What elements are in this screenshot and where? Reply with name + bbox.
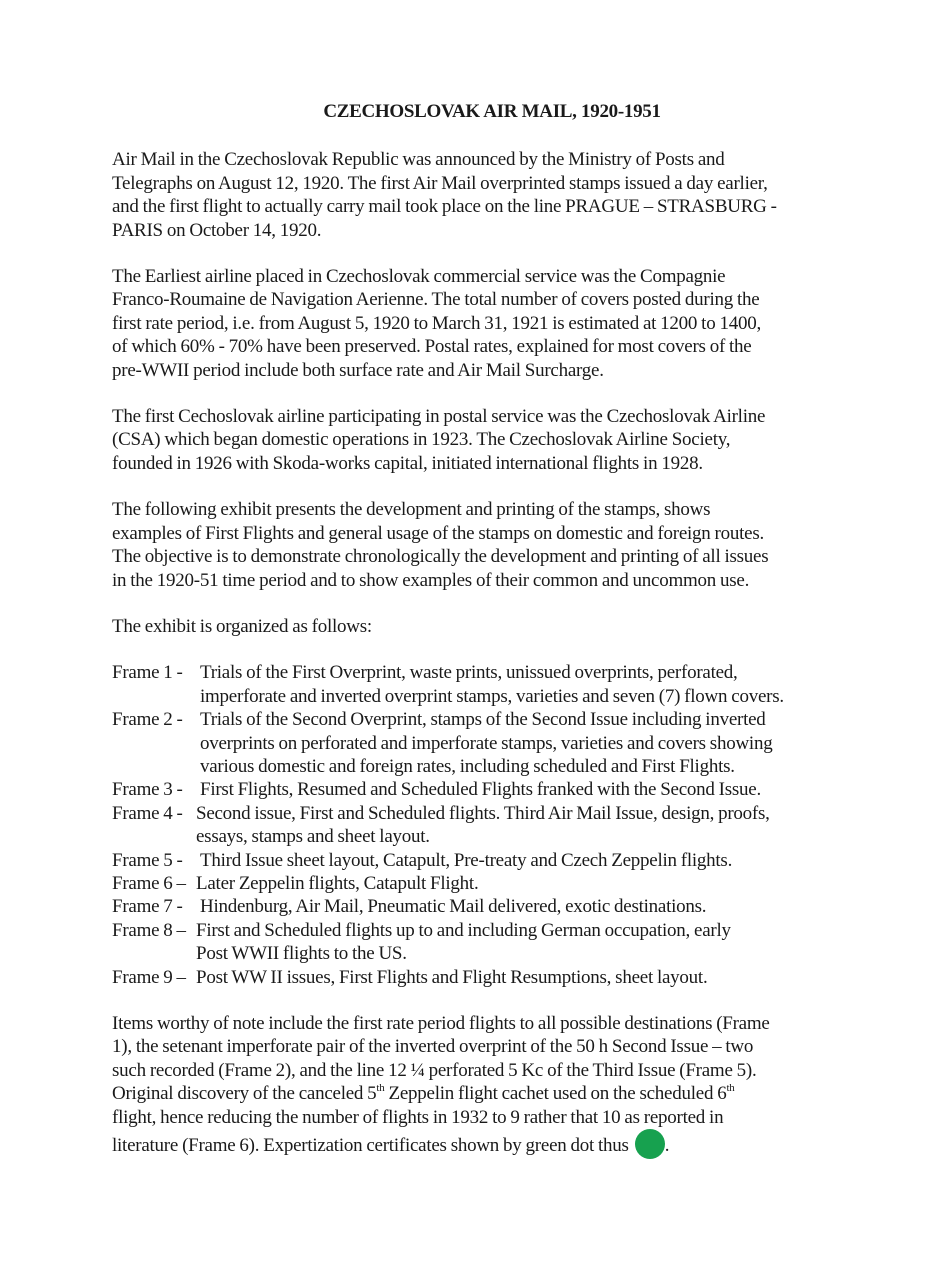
text-line: Third Issue sheet layout, Catapult, Pre-treaty and Czech Zeppelin flights. [200,849,733,871]
text-line: Franco-Roumaine de Navigation Aerienne. The total number of covers posted during the [112,289,760,311]
frame-item-6 [112,872,842,895]
text-line: in the 1920-51 time period and to show examples of their common and uncommon use. [112,569,750,591]
frame-description [196,802,842,849]
text-line: Post WWII flights to the US. [196,943,407,965]
text-line: Trials of the Second Overprint, stamps of the Second Issue including inverted [200,709,766,731]
text-fragment: Zeppelin flight cachet used on the scheduled 6 [384,1083,727,1105]
text-line: PARIS on October 14, 1920. [112,219,322,241]
text-line: such recorded (Frame 2), and the line 12 ¼ perforated 5 Kc of the Third Issue (Frame 5). [112,1059,757,1081]
paragraph-announcement [112,148,842,242]
text-line: The following exhibit presents the development and printing of the stamps, shows [112,499,711,521]
text-line: Hindenburg, Air Mail, Pneumatic Mail delivered, exotic destinations. [200,896,707,918]
frame-label: Frame 6 – [112,872,186,894]
frame-item-2 [112,708,842,778]
paragraph-organization-intro [112,615,842,638]
frame-label: Frame 8 – [112,919,186,941]
text-line: flight, hence reducing the number of flights in 1932 to 9 rather that 10 as reported in [112,1106,724,1128]
paragraph-notable-items [112,1012,842,1159]
frame-item-5 [112,849,842,872]
text-line: pre-WWII period include both surface rate and Air Mail Surcharge. [112,359,604,381]
text-line: Telegraphs on August 12, 1920. The first Air Mail overprinted stamps issued a day earlier, [112,172,768,194]
frame-description [200,895,842,918]
text-line: first rate period, i.e. from August 5, 1920 to March 31, 1921 is estimated at 1200 to 1400, [112,312,761,334]
frame-label: Frame 7 - [112,896,183,918]
text-line: The first Cechoslovak airline participating in postal service was the Czechoslovak Airline [112,406,766,428]
frame-item-3 [112,778,842,801]
text-line: Items worthy of note include the first rate period flights to all possible destinations (Frame [112,1013,770,1034]
frame-item-9 [112,966,842,989]
frame-item-4 [112,802,842,849]
frame-label: Frame 5 - [112,849,183,871]
frame-description [196,872,842,895]
text-line: (CSA) which began domestic operations in 1923. The Czechoslovak Airline Society, [112,429,731,451]
ordinal-suffix: th [726,1082,735,1095]
text-line: various domestic and foreign rates, including scheduled and First Flights. [200,755,735,777]
text-line: and the first flight to actually carry mail took place on the line PRAGUE – STRASBURG - [112,196,777,218]
text-fragment: literature (Frame 6). Expertization certificates shown by green dot thus [112,1135,633,1157]
frame-label: Frame 1 - [112,662,183,684]
text-line [112,1129,842,1159]
text-line: imperforate and inverted overprint stamps, varieties and seven (7) flown covers. [200,685,784,707]
ordinal-suffix: th [376,1082,385,1095]
frame-description [200,778,842,801]
frame-description [196,919,842,966]
text-line: Air Mail in the Czechoslovak Republic was announced by the Ministry of Posts and [112,149,725,171]
text-line: Later Zeppelin flights, Catapult Flight. [196,872,479,894]
text-line: of which 60% - 70% have been preserved. Postal rates, explained for most covers of the [112,336,752,358]
text-line: First Flights, Resumed and Scheduled Flights franked with the Second Issue. [200,779,761,801]
text-line: founded in 1926 with Skoda-works capital, initiated international flights in 1928. [112,452,703,474]
paragraph-exhibit-overview [112,498,842,592]
text-line: Second issue, First and Scheduled flights. Third Air Mail Issue, design, proofs, [196,802,770,824]
text-line: The Earliest airline placed in Czechoslovak commercial service was the Compagnie [112,266,726,288]
frame-label: Frame 3 - [112,779,183,801]
frame-item-1 [112,661,842,708]
frame-list [112,661,842,989]
green-dot-icon [635,1129,665,1159]
frame-description [200,849,842,872]
frame-description [200,708,842,778]
text-line: 1), the setenant imperforate pair of the inverted overprint of the 50 h Second Issue – two [112,1036,754,1058]
text-line: The exhibit is organized as follows: [112,615,372,637]
paragraph-earliest-airline [112,265,842,382]
document-title: CZECHOSLOVAK AIR MAIL, 1920-1951 [323,101,661,122]
text-line: examples of First Flights and general usage of the stamps on domestic and foreign routes. [112,522,764,544]
document-page [112,100,842,1182]
frame-label: Frame 9 – [112,966,186,988]
text-line: First and Scheduled flights up to and including German occupation, early [196,919,731,941]
text-line: essays, stamps and sheet layout. [196,826,430,848]
frame-description [196,966,842,989]
text-line: The objective is to demonstrate chronologically the development and printing of all issues [112,546,769,568]
text-fragment: Original discovery of the canceled 5 [112,1083,377,1105]
text-fragment: . [664,1135,670,1157]
text-line: overprints on perforated and imperforate stamps, varieties and covers showing [200,732,773,754]
text-line [112,1082,842,1105]
paragraph-csa [112,405,842,475]
frame-item-8 [112,919,842,966]
frame-description [200,661,842,708]
text-line: Trials of the First Overprint, waste prints, unissued overprints, perforated, [200,662,738,684]
frame-label: Frame 4 - [112,802,183,824]
frame-item-7 [112,895,842,918]
frame-label: Frame 2 - [112,709,183,731]
text-line: Post WW II issues, First Flights and Flight Resumptions, sheet layout. [196,966,708,988]
